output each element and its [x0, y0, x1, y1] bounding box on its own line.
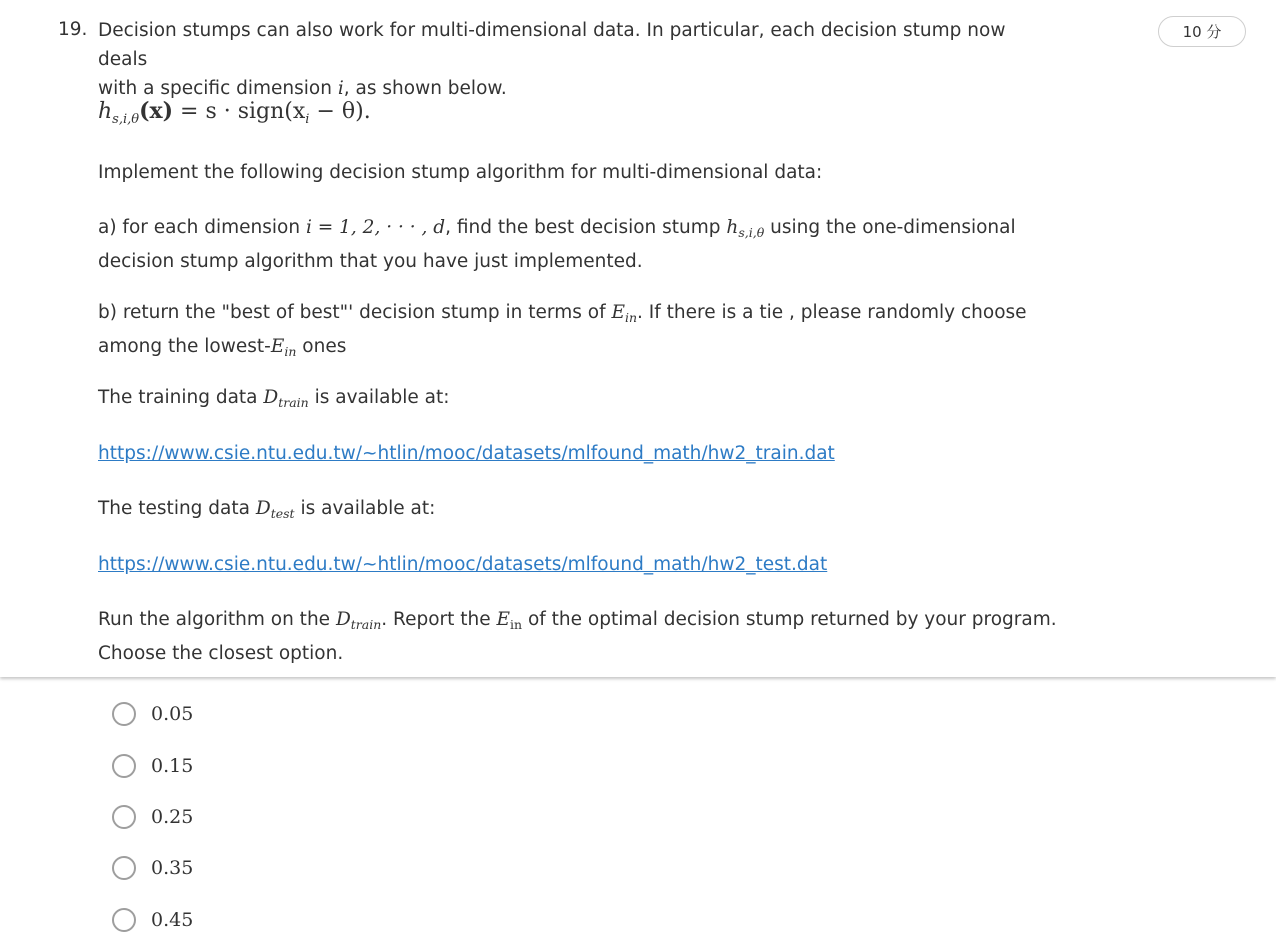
step-b-line-1: b) return the "best of best"' decision stump in terms of $E_{in}$. If there is a tie , please randomly choose — [98, 302, 1027, 325]
radio-button[interactable] — [112, 754, 136, 778]
option-0-15[interactable] — [112, 751, 412, 781]
implement-text: Implement the following decision stump algorithm for multi-dimensional data: — [98, 162, 823, 183]
option-label: 0.35 — [151, 857, 194, 879]
testing-data-link[interactable]: https://www.csie.ntu.edu.tw/~htlin/mooc/datasets/mlfound_math/hw2_test.dat — [98, 554, 828, 575]
option-label: 0.05 — [151, 703, 194, 725]
testing-data-text: The testing data $D_{test}$ is available at: — [98, 498, 436, 521]
run-instructions — [98, 605, 1098, 668]
radio-button[interactable] — [112, 856, 136, 880]
intro-line-2: with a specific dimension i, as shown below. — [98, 78, 507, 99]
option-label: 0.25 — [151, 806, 194, 828]
option-0-45[interactable] — [112, 905, 412, 935]
run-line-2: Choose the closest option. — [98, 643, 344, 664]
step-a — [98, 213, 1058, 276]
option-label: 0.15 — [151, 755, 194, 777]
testing-data-link-row — [98, 550, 1058, 579]
option-label: 0.45 — [151, 909, 194, 931]
training-data-link-row — [98, 439, 1058, 468]
training-data-text: The training data $D_{train}$ is available at: — [98, 387, 450, 410]
radio-button[interactable] — [112, 805, 136, 829]
step-b-line-2: among the lowest-$E_{in}$ ones — [98, 336, 347, 359]
step-a-line-2: decision stump algorithm that you have just implemented. — [98, 251, 643, 272]
step-a-line-1: a) for each dimension i = 1, 2, · · · , d, find the best decision stump $h_{s,i,\theta}$ using the one-dimensional — [98, 217, 1016, 240]
option-0-25[interactable] — [112, 802, 412, 832]
radio-button[interactable] — [112, 908, 136, 932]
question-number: 19. — [58, 19, 88, 40]
question-intro — [98, 16, 1058, 103]
step-b — [98, 298, 1058, 366]
points-badge: 10 分 — [1158, 16, 1246, 47]
run-line-1: Run the algorithm on the $D_{train}$. Report the $E_{in}$ of the optimal decision stump returned by your program. — [98, 609, 1057, 632]
intro-line-1: Decision stumps can also work for multi-dimensional data. In particular, each decision stump now deals — [98, 20, 1006, 70]
hypothesis-formula: $h_{s,i,\theta}(x) = s$ · $sign(x_i - \theta)$. — [98, 98, 371, 127]
radio-button[interactable] — [112, 702, 136, 726]
option-0-05[interactable] — [112, 699, 412, 729]
option-0-35[interactable] — [112, 853, 412, 883]
training-data-link[interactable]: https://www.csie.ntu.edu.tw/~htlin/mooc/datasets/mlfound_math/hw2_train.dat — [98, 443, 835, 464]
